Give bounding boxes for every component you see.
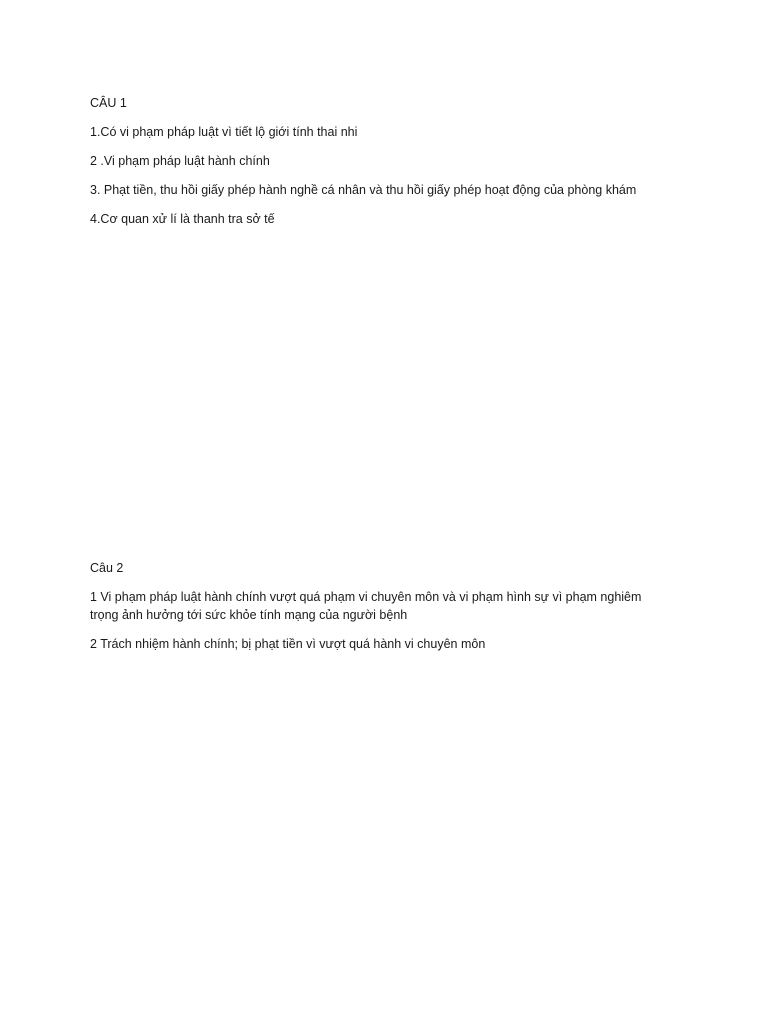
question-2-answer-1: 1 Vi phạm pháp luật hành chính vượt quá phạm vi chuyên môn và vi phạm hình sự vì phạm nghiêm trọng ảnh hưởng tới sức khỏe tính mạng của người bệnh [90,590,642,622]
question-2-section [90,559,660,664]
question-1-heading: CÂU 1 [90,96,127,110]
question-1-answer-3: 3. Phạt tiền, thu hồi giấy phép hành nghề cá nhân và thu hồi giấy phép hoạt động của phòng khám [90,183,637,197]
question-2-heading: Câu 2 [90,561,124,575]
question-1-answer-1: 1.Có vi phạm pháp luật vì tiết lộ giới tính thai nhi [90,125,358,139]
question-1-answer-2: 2 .Vi phạm pháp luật hành chính [90,154,270,168]
question-1-answer-4: 4.Cơ quan xử lí là thanh tra sở tế [90,212,275,226]
question-2-answer-2: 2 Trách nhiệm hành chính; bị phạt tiền vì vượt quá hành vi chuyên môn [90,637,486,651]
question-1-section [90,94,660,239]
